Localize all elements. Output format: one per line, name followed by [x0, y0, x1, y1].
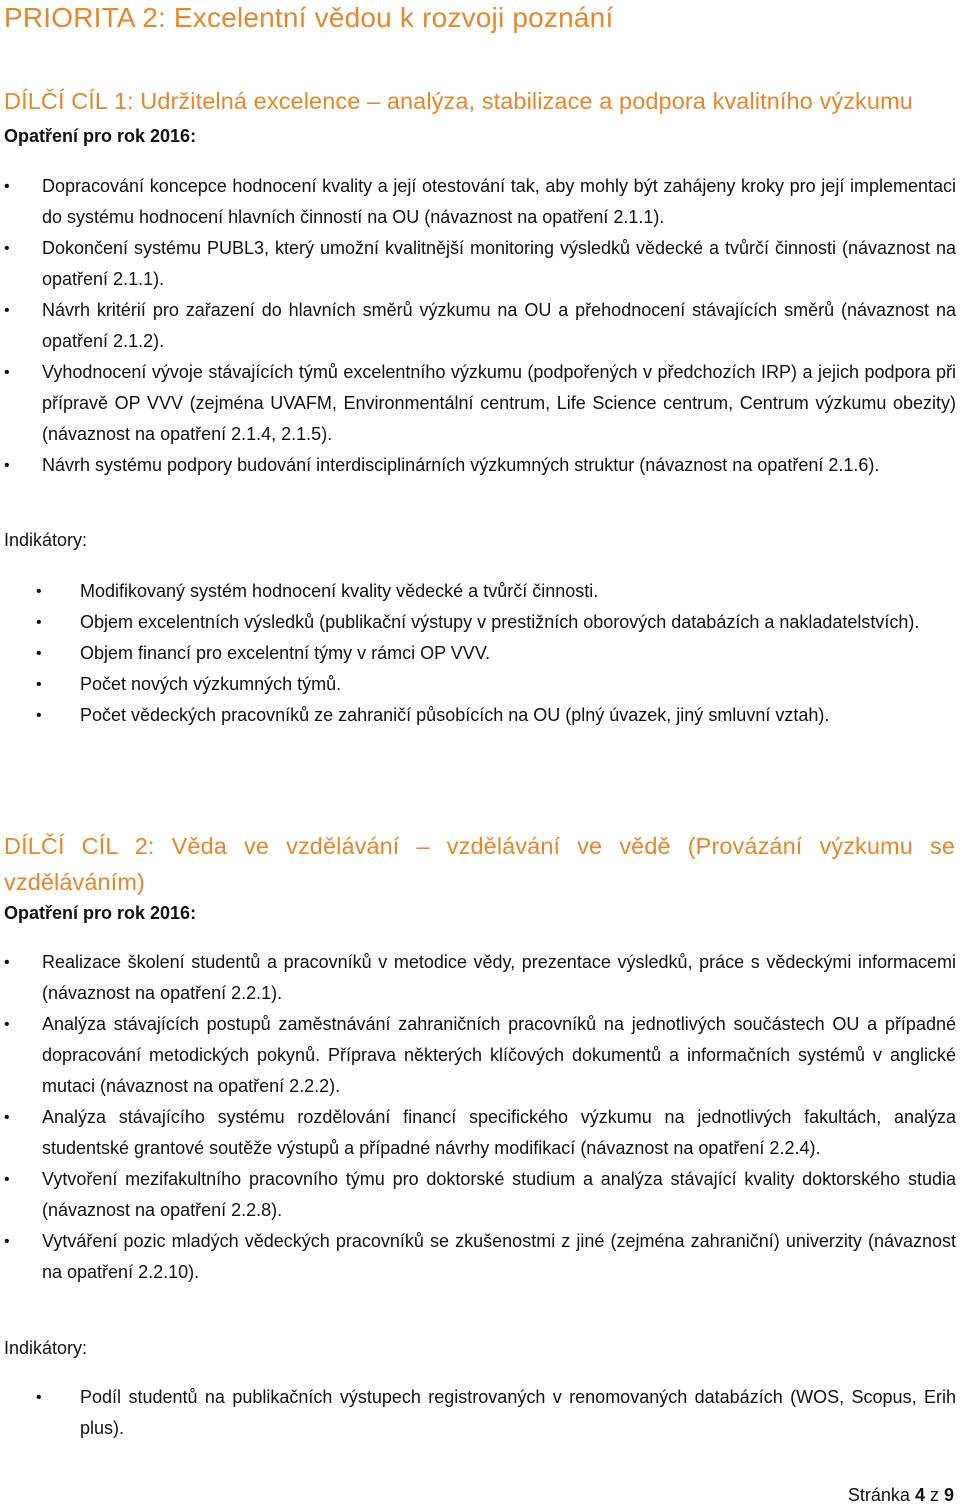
- page-title: PRIORITA 2: Excelentní vědou k rozvoji poznání: [4, 2, 614, 33]
- list-item: • Objem financí pro excelentní týmy v rámci OP VVV.: [80, 638, 956, 669]
- list-item: • Modifikovaný systém hodnocení kvality vědecké a tvůrčí činnosti.: [80, 576, 956, 607]
- bullet-icon: •: [36, 707, 42, 724]
- section2-measures-label: Opatření pro rok 2016:: [4, 903, 197, 923]
- list-item: • Objem excelentních výsledků (publikační výstupy v prestižních oborových databázích a nakladatelstvích).: [80, 607, 956, 638]
- list-item: • Vytváření pozic mladých vědeckých pracovníků se zkušenostmi z jiné (zejména zahraniční) univerzity (návaznost na opatření 2.2.10).: [42, 1226, 956, 1288]
- bullet-icon: •: [4, 1233, 10, 1250]
- page-footer: [848, 1485, 954, 1506]
- footer-of: z: [929, 1485, 939, 1505]
- bullet-icon: •: [4, 457, 10, 474]
- list-item: • Dopracování koncepce hodnocení kvality a její otestování tak, aby mohly být zahájeny kroky pro její implementaci do systému hodnocení hlavních činností na OU (návaznost na opatření 2.1.1).: [42, 171, 956, 233]
- bullet-icon: •: [4, 240, 10, 257]
- list-item: • Podíl studentů na publikačních výstupech registrovaných v renomovaných databázích (WOS, Scopus, Erih plus).: [80, 1382, 956, 1444]
- section1-heading: DÍLČÍ CÍL 1: Udržitelná excelence – analýza, stabilizace a podpora kvalitního výzkumu: [4, 88, 913, 114]
- section2-indicators-list: [36, 1382, 956, 1444]
- bullet-icon: •: [36, 614, 42, 631]
- bullet-icon: •: [36, 645, 42, 662]
- list-item: • Vytvoření mezifakultního pracovního týmu pro doktorské studium a analýza stávající kvality doktorského studia (návaznost na opatření 2.2.8).: [42, 1164, 956, 1226]
- bullet-icon: •: [4, 1171, 10, 1188]
- section1-indicators-list: [36, 576, 956, 731]
- section1-indicators-label: Indikátory:: [4, 530, 88, 550]
- bullet-icon: •: [36, 583, 42, 600]
- list-item: • Návrh kritérií pro zařazení do hlavních směrů výzkumu na OU a přehodnocení stávajících směrů (návaznost na opatření 2.1.2).: [42, 295, 956, 357]
- section1-measures-label: Opatření pro rok 2016:: [4, 126, 197, 146]
- footer-page-number: 4: [914, 1485, 925, 1505]
- section2-measures-list: [4, 947, 956, 1288]
- list-item: • Analýza stávajícího systému rozdělování financí specifického výzkumu na jednotlivých fakultách, analýza studentské grantové soutěže výstupů a případné návrhy modifikací (návaznost na opatření 2.2.4).: [42, 1102, 956, 1164]
- footer-prefix: Stránka: [847, 1485, 910, 1505]
- bullet-icon: •: [36, 676, 42, 693]
- list-item: • Počet vědeckých pracovníků ze zahraničí působících na OU (plný úvazek, jiný smluvní vztah).: [80, 700, 956, 731]
- section2-indicators-label: Indikátory:: [4, 1338, 88, 1358]
- bullet-icon: •: [4, 1016, 10, 1033]
- section2-heading: DÍLČÍ CÍL 2: Věda ve vzdělávání – vzdělávání ve vědě (Provázání výzkumu se vzděláváním): [4, 833, 955, 895]
- bullet-icon: •: [4, 954, 10, 971]
- list-item: • Realizace školení studentů a pracovníků v metodice vědy, prezentace výsledků, práce s vědeckými informacemi (návaznost na opatření 2.2.1).: [42, 947, 956, 1009]
- bullet-icon: •: [4, 1109, 10, 1126]
- bullet-icon: •: [4, 302, 10, 319]
- list-item: • Vyhodnocení vývoje stávajících týmů excelentního výzkumu (podpořených v předchozích IRP) a jejich podpora při přípravě OP VVV (zejména UVAFM, Environmentální centrum, Life Science centrum, Centrum výzkumu obezity) (návaznost na opatření 2.1.4, 2.1.5).: [42, 357, 956, 450]
- bullet-icon: •: [4, 364, 10, 381]
- bullet-icon: •: [36, 1389, 42, 1406]
- list-item: • Počet nových výzkumných týmů.: [80, 669, 956, 700]
- footer-total-pages: 9: [943, 1485, 954, 1505]
- list-item: • Návrh systému podpory budování interdisciplinárních výzkumných struktur (návaznost na opatření 2.1.6).: [42, 450, 956, 481]
- bullet-icon: •: [4, 178, 10, 195]
- list-item: • Dokončení systému PUBL3, který umožní kvalitnější monitoring výsledků vědecké a tvůrčí činnosti (návaznost na opatření 2.1.1).: [42, 233, 956, 295]
- section1-measures-list: [4, 171, 956, 481]
- list-item: • Analýza stávajících postupů zaměstnávání zahraničních pracovníků na jednotlivých součástech OU a případné dopracování metodických pokynů. Příprava některých klíčových dokumentů a informačních systémů v anglické mutaci (návaznost na opatření 2.2.2).: [42, 1009, 956, 1102]
